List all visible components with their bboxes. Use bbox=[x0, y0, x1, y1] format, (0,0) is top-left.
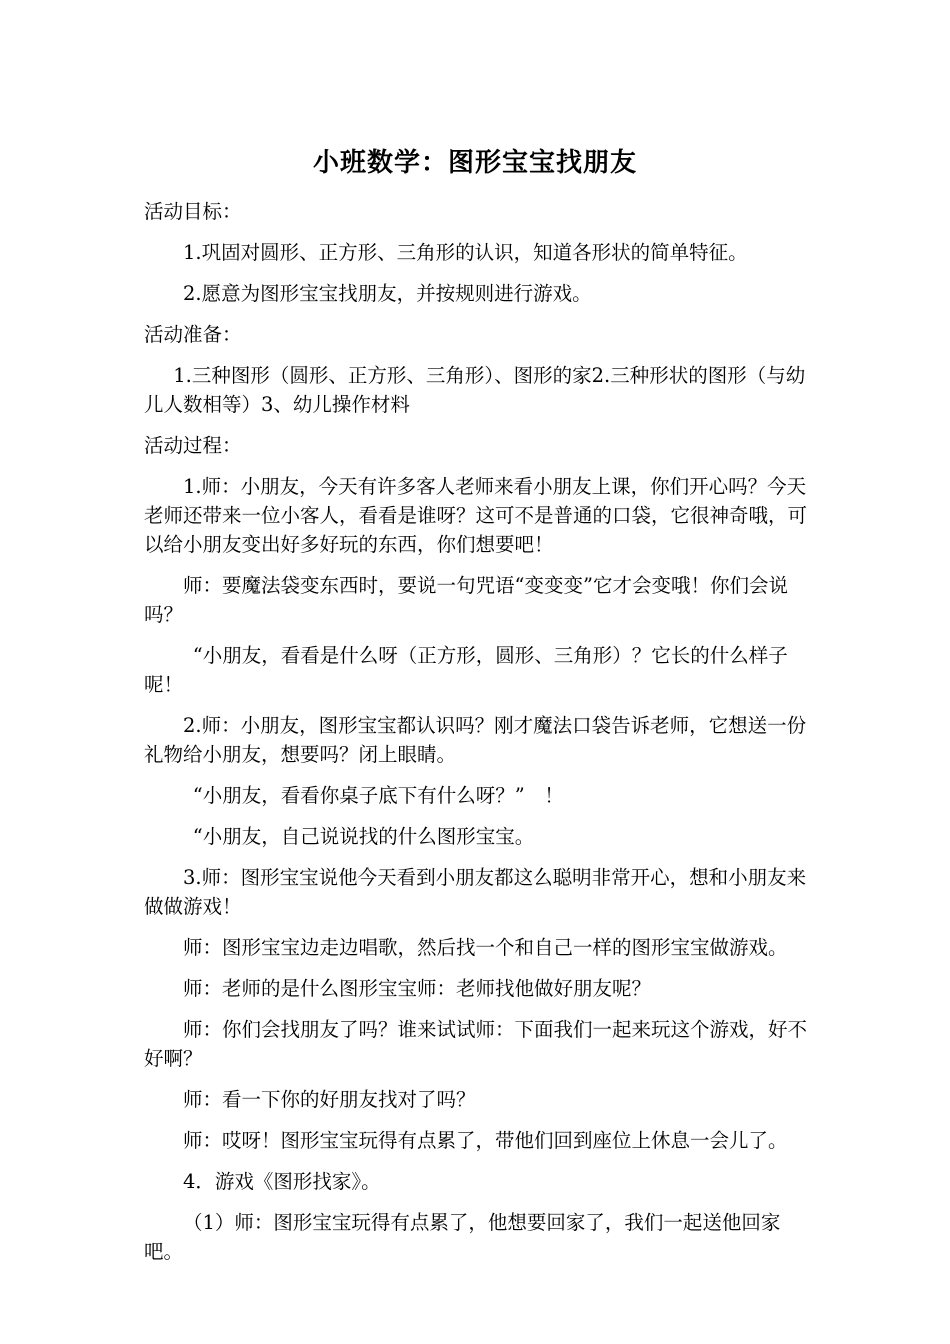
paragraph: 1.巩固对圆形、正方形、三角形的认识，知道各形状的简单特征。 bbox=[183, 241, 748, 264]
section-heading-preparation: 活动准备： bbox=[144, 323, 242, 346]
section-heading-goals: 活动目标： bbox=[144, 200, 242, 223]
paragraph: 2.愿意为图形宝宝找朋友，并按规则进行游戏。 bbox=[183, 282, 592, 305]
paragraph: （1）师：图形宝宝玩得有点累了，他想要回家了，我们一起送他回家吧。 bbox=[144, 1211, 781, 1263]
paragraph: “小朋友，自己说说找的什么图形宝宝。 bbox=[192, 825, 535, 848]
paragraph: 师：你们会找朋友了吗？谁来试试师：下面我们一起来玩这个游戏，好不好啊？ bbox=[144, 1018, 808, 1070]
paragraph: 1.三种图形（圆形、正方形、三角形）、图形的家2.三种形状的图形（与幼儿人数相等）3、幼儿操作材料 bbox=[144, 364, 806, 416]
paragraph: 1.师：小朋友，今天有许多客人老师来看小朋友上课，你们开心吗？今天老师还带来一位小客人，看看是谁呀？这可不是普通的口袋，它很神奇哦，可以给小朋友变出好多好玩的东西，你们想要吧！ bbox=[144, 475, 808, 556]
paragraph: 师：老师的是什么图形宝宝师：老师找他做好朋友呢？ bbox=[183, 977, 652, 1000]
paragraph: 4．游戏《图形找家》。 bbox=[183, 1170, 381, 1193]
paragraph: “小朋友，看看是什么呀（正方形，圆形、三角形）？它长的什么样子呢！ bbox=[144, 644, 788, 696]
document-title: 小班数学：图形宝宝找朋友 bbox=[312, 148, 637, 178]
paragraph: 2.师：小朋友，图形宝宝都认识吗？刚才魔法口袋告诉老师，它想送一份礼物给小朋友，想要吗？闭上眼睛。 bbox=[144, 714, 807, 766]
paragraph: 师：要魔法袋变东西时，要说一句咒语“变变变”它才会变哦！你们会说吗？ bbox=[144, 574, 788, 626]
paragraph: “小朋友，看看你桌子底下有什么呀？” ！ bbox=[192, 784, 564, 807]
paragraph: 师：看一下你的好朋友找对了吗？ bbox=[183, 1088, 476, 1111]
paragraph: 师：图形宝宝边走边唱歌，然后找一个和自己一样的图形宝宝做游戏。 bbox=[183, 936, 788, 959]
paragraph: 师：哎呀！图形宝宝玩得有点累了，带他们回到座位上休息一会儿了。 bbox=[183, 1129, 788, 1152]
section-heading-process: 活动过程： bbox=[144, 434, 242, 457]
document-body bbox=[144, 197, 808, 1278]
paragraph: 3.师：图形宝宝说他今天看到小朋友都这么聪明非常开心，想和小朋友来做做游戏！ bbox=[144, 866, 807, 918]
